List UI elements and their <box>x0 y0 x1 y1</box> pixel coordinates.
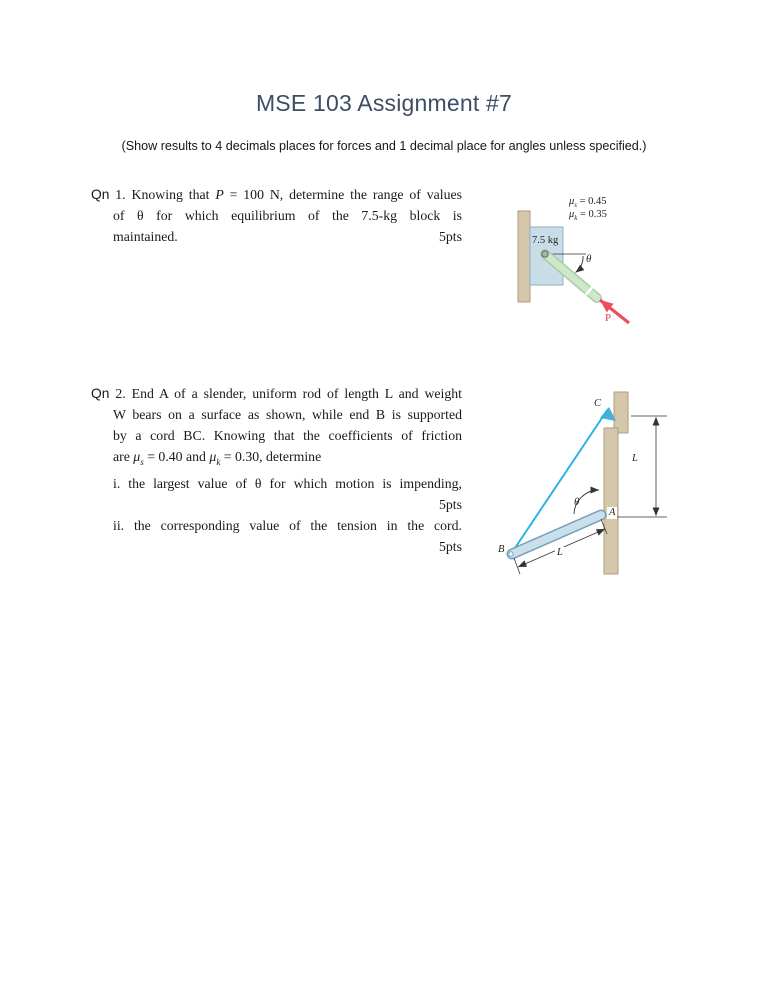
page-title: MSE 103 Assignment #7 <box>255 90 513 116</box>
question-2 <box>91 383 462 557</box>
question-1 <box>91 184 462 247</box>
pin <box>542 251 548 257</box>
q2-line-4: are $\mu_s = 0.40$ and $\mu_k = 0.30$, determine <box>113 449 322 467</box>
q1-number: 1. <box>115 187 126 202</box>
point-b-label: B <box>498 544 505 555</box>
q2-item-i: i. the largest value of θ for which motion is impending, <box>113 475 462 491</box>
mu-s-variable: $\mu_s$ <box>133 449 144 467</box>
mass-label: 7.5 kg <box>532 235 559 246</box>
q2-item-i-points: 5pts <box>439 496 462 512</box>
q2-number: 2. <box>115 386 126 401</box>
figure-q2-drawing <box>495 386 675 586</box>
angle-arc <box>576 256 584 273</box>
wall-post-upper <box>614 392 628 433</box>
force-p-label: P <box>605 312 612 324</box>
theta-label: θ <box>574 496 580 508</box>
figure-q1 <box>500 190 650 335</box>
q1-points: 5pts <box>439 229 462 244</box>
variable-p: P <box>215 187 224 202</box>
q2-line-1: Qn 2. End A of a slender, uniform rod of length L and weight <box>91 386 463 401</box>
mu-s-label: $\mu_s = 0.45$ <box>569 196 607 210</box>
wall-strip <box>518 211 530 302</box>
q1-line-3: maintained. 5pts <box>91 226 462 247</box>
wall-length-label: L <box>632 453 638 464</box>
figure-q2 <box>495 386 675 586</box>
q1-line-2: of θ for which equilibrium of the 7.5-kg block is <box>113 208 462 223</box>
point-c-label: C <box>594 398 602 409</box>
q1-line-1: Qn 1. Knowing that P = 100 N, determine the range of values <box>91 187 462 202</box>
q2-line-3: by a cord BC. Knowing that the coefficients of friction <box>113 428 462 443</box>
q1-label: Qn <box>91 187 110 202</box>
theta-label: θ <box>586 253 592 265</box>
rod-b-eyelet <box>509 552 513 556</box>
page-subtitle: (Show results to 4 decimals places for forces and 1 decimal place for angles unless specified.) <box>121 139 647 153</box>
q2-item-ii-points: 5pts <box>439 538 462 554</box>
point-a-label: A <box>609 507 616 518</box>
rod-dimension-tick-b <box>514 558 520 574</box>
q2-item-ii: ii. the corresponding value of the tension in the cord. <box>113 517 462 533</box>
q2-line-2: W bears on a surface as shown, while end B is supported <box>113 407 462 422</box>
mu-k-label: $\mu_k = 0.35$ <box>569 209 607 223</box>
rod-length-label: L <box>557 547 563 558</box>
wall-post-lower <box>604 428 618 574</box>
q2-label: Qn <box>91 386 110 401</box>
mu-k-variable: $\mu_k$ <box>209 449 221 467</box>
